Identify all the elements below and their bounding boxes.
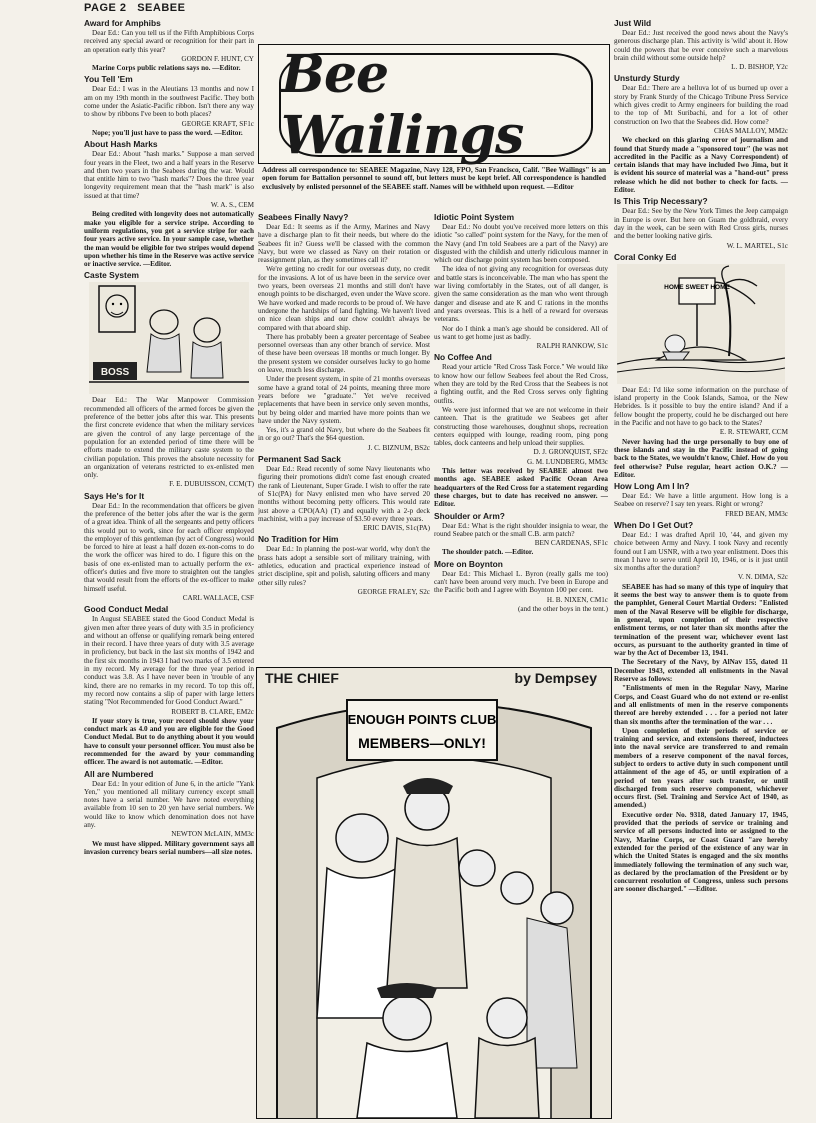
letter-signature: L. D. BISHOP, Y2c xyxy=(731,63,788,72)
letter-signature: G. M. LUNDBERG, MM3c xyxy=(526,457,608,466)
letter-body: Dear Ed.: It seems as if the Army, Marines and Navy have a discharge plan to fit their needs, but where do the Seabees fit in? Guess we'll be classed with the common Navy, but were we classed as Navy on their rotation or reassignment plan, as they sometimes call it? xyxy=(258,223,430,265)
editor-reply: Upon completion of their periods of service or training and service, and extensions thereof, inductees into the naval service are transferred to and remain members of a reserve component of the naval forces, subject to orders to active duty in such component until attainment of the age of 45, or until expiration of a period of ten years after such transfer, or until discharged from such reserve component, whichever occurs first. (Sel. Training and Service Act of 1940, as amended.) xyxy=(614,726,788,810)
editor-reply: Nope; you'll just have to pass the word. —Editor. xyxy=(92,128,243,137)
editor-reply: This letter was received by SEABEE almost two months ago. SEABEE asked Pacific Ocean Area headquarters of the Red Cross for a statement regarding these charges, but to date has received no answer. —Editor. xyxy=(434,467,608,509)
column-4 xyxy=(614,16,788,1121)
headline: Is This Trip Necessary? xyxy=(614,196,708,207)
letter-body: Dear Ed.: No doubt you've received more letters on this idiotic "so called" point system for the Navy, for the men of the Navy (and I'm told Seabees are a part of the Navy) are disgusted with the childish and utterly ridiculous manner in which our discharge point system has been composed. xyxy=(434,223,608,265)
headline: No Tradition for Him xyxy=(258,534,339,545)
masthead-title: Bee Wailings xyxy=(279,53,593,157)
headline: About Hash Marks xyxy=(84,139,158,150)
letter-signature: D. J. GRONQUIST, SF2c xyxy=(533,448,608,457)
headline: Caste System xyxy=(84,270,139,281)
letter-signature: GEORGE FRALEY, S2c xyxy=(357,587,430,596)
letter-signature: BEN CARDENAS, SF1c xyxy=(534,539,608,548)
letter-body: Dear Ed.: Just received the good news about the Navy's generous discharge plan. This activity is 'wild' about it. How could the powers that be ever conceive such a marvelous brain child without some outside help? xyxy=(614,29,788,62)
letter-signature: RALPH RANKOW, S1c xyxy=(536,342,608,351)
letter-signature: ROBERT B. CLARE, EM2c xyxy=(171,707,254,716)
headline: You Tell 'Em xyxy=(84,74,133,85)
letter-signature: W. L. MARTEL, S1c xyxy=(726,241,788,250)
editor-reply: SEABEE has had so many of this type of inquiry that it seems the best way to answer them is to quote from the pamphlet, General Court Martial Orders: "Enlisted men of the Naval Reserve will be eligible for discharge, in general, upon completion of their respective enlistment terms, or not later than six months after the termination of the present war, whichever event last occurs, as pursuant to the authority granted in time of war by the Act of December 13, 1941. xyxy=(614,582,788,658)
letter-body: Dear Ed.: See by the New York Times the Jeep campaign in Europe is over. But here on Guam the goldbraid, every day in the week, can be seen with Red Cross girls, nurses and the better looking native girls. xyxy=(614,207,788,241)
editor-reply: If your story is true, your record should show your conduct mark as 4.0 and you are eligible for the Good Conduct Medal. But to do anything about it you would have to consult your personnel officer. You must also be recommended for the award by your commanding officer. The award is not automatic. —Editor. xyxy=(84,716,254,767)
editor-reply: Never having had the urge personally to buy one of these islands and stay in the Pacific instead of going back to the States, we wouldn't know, Chief. How do you feel otherwise? Pulse regular, heart action O.K.? —Editor. xyxy=(614,437,788,479)
letter-body: Dear Ed.: In planning the post-war world, why don't the brass hats adopt a sensible sort of military training, with athletics, education and practical experience instead of strict discipline, spit and polish, saluting officers and many other silly rules? xyxy=(258,545,430,587)
letter-body: In August SEABEE stated the Good Conduct Medal is given men after three years of duty with 3.5 in proficiency and without an offense or qualifying remark being entered in their record. I have three years of duty with 3.5 average in proficiency, but back in the last six months of 1942 and the first six months in 1943 I had two marks of 3.5 entered in my record. My average for the three year period in conduct was 3.8. As I have never been in 'trouble of any kind, there are no remarks in my record. To top this off, my record now contains a slip of paper with large letters stating "Not Recommended for Good Conduct Award." xyxy=(84,615,254,707)
the-chief-cartoon xyxy=(256,667,612,1119)
letter-body: Dear Ed.: Can you tell us if the Fifth Amphibious Corps received any special award or recognition for their part in an operation early this year? xyxy=(84,29,254,54)
column-1 xyxy=(84,16,254,1121)
letter-body: Dear Ed.: This Michael L. Byron (really galls me too) can't have been around very much. I've been in Europe and the Pacific both and I agree with Boynton 100 per cent. xyxy=(434,569,608,595)
headline: Permanent Sad Sack xyxy=(258,454,341,465)
headline: No Coffee And xyxy=(434,352,492,363)
letter-signature: F. E. DUBUISSON, CCM(T) xyxy=(169,480,254,489)
column-2 xyxy=(258,210,430,665)
cartoon-byline: by Dempsey xyxy=(514,670,597,686)
letter-body: Dear Ed.: Read recently of some Navy lieutenants who figuring their promotions didn't come fast enough created the rank of Lieutenant, Super Grade. I wish to offer the rate of S1c(PA) for Navy enlisted men who have served 20 months without becoming petty officers. This would rate just above a CPO(AA) (T) and equally with a 2-p deck machinist, with a pay increase of $3.50 every three years. xyxy=(258,465,430,523)
letter-body: Dear Ed.: In your edition of June 6, in the article "Yank Yen," you mentioned all military currency except small notes have a serial number. We have noted everything available from 10 sen to 20 yen have serial numbers. We would like to know which denomination does not have any. xyxy=(84,779,254,830)
letter-signature: W. A. S., CEM xyxy=(210,201,254,210)
letter-body: Dear Ed.: I'd like some information on the purchase of island property in the Cook Islands, Samoa, or the New Hebrides. Is it possible to buy the entire island? And if a fellow bought the property, could he be discharged out here in the Pacific and not have to go back to the States? xyxy=(614,385,788,428)
letter-signature: NEWTON McLAIN, MM3c xyxy=(171,830,254,839)
boss-sign-text: BOSS xyxy=(100,367,130,379)
headline: Seabees Finally Navy? xyxy=(258,212,349,222)
letter-body: Dear Ed.: The War Manpower Commission recommended all officers of the armed forces be given the preference of the better jobs after this war. This presents the first concrete evidence that when the military services are given the control of any large percentage of the population for an extended period of time there will be efforts made to extend the military caste system to the civilian population. This proves the absolute necessity for an organization of veterans restricted to ex-enlisted men only. xyxy=(84,396,254,480)
headline: Just Wild xyxy=(614,18,652,28)
letter-body: Yes, it's a grand old Navy, but where do the Seabees fit in or go out? That's the $64 question. xyxy=(258,426,430,443)
editor-reply: Being credited with longevity does not automatically make you eligible for a service stripe. According to uniform regulations, you get a service stripe for each four years active service. In your sample case, whether the man would be eligible for two stripes would depend upon whether his time in the Reserve was active service or inactive service. —Editor. xyxy=(84,210,254,269)
sign-line-1: ENOUGH POINTS CLUB xyxy=(347,712,497,727)
headline: All are Numbered xyxy=(84,768,154,779)
island-cartoon-illustration xyxy=(617,264,785,384)
headline: Unsturdy Sturdy xyxy=(614,73,680,84)
letter-body: Dear Ed.: What is the right shoulder insignia to wear, the round Seabee patch or the small C.B. arm patch? xyxy=(434,521,608,538)
headline: More on Boynton xyxy=(434,558,503,569)
cartoon-title: THE CHIEF xyxy=(265,670,339,686)
letter-body: Nor do I think a man's age should be considered. All of us want to get home just as badly. xyxy=(434,324,608,341)
headline: Idiotic Point System xyxy=(434,212,515,222)
headline: Shoulder or Arm? xyxy=(434,510,505,521)
letter-signature: ERIC DAVIS, S1c(PA) xyxy=(363,524,430,533)
headline: When Do I Get Out? xyxy=(614,519,694,530)
masthead xyxy=(258,44,610,164)
letter-signature: J. C. BIZNUM, BS2c xyxy=(367,443,430,452)
headline: Award for Amphibs xyxy=(84,18,161,28)
letter-body: Dear Ed.: In the recommendation that officers be given the preference of the better jobs after the war is the germ of a great idea. Think of all the sergeants and petty officers this would put to work, since for each officer employed the employer of this gentleman (by act of Congress) would be forced to hire at least a half dozen ex-non-coms to do the work the officer was hired to do. I figure this on the basis of one ex-enlisted man to actually perform the ex-officer's duties and five more to straighten out the tangles that would result from the efforts of the ex-officer to make himself useful. xyxy=(84,501,254,593)
sign-line-2: MEMBERS—ONLY! xyxy=(358,735,486,751)
letter-body: Dear Ed.: I was in the Aleutians 13 months and now I am on my 19th month in the southwest Pacific. They both come under the Asiatic-Pacific ribbon. Isn't there any way to show by ribbons I've been to both places? xyxy=(84,85,254,119)
editor-reply: We must have slipped. Military government says all invasion currency bears serial numbers—all size notes. xyxy=(84,839,254,856)
headline: Good Conduct Medal xyxy=(84,604,169,615)
letter-body: We were just informed that we are not welcome in their canteen. That is the gratitude we Seabees get after constructing those warehouses, doughnut shops, recreation centers equipped with lounge, reading room, ping pong tables, dock canteens and help unload their supplies. xyxy=(434,405,608,448)
editor-reply: The shoulder patch. —Editor. xyxy=(442,548,534,557)
letter-signature: GEORGE KRAFT, SF1c xyxy=(181,119,254,128)
letter-signature: E. R. STEWART, CCM xyxy=(719,428,788,437)
masthead-address: Address all correspondence to: SEABEE Magazine, Navy 128, FPO, San Francisco, Calif. "Bee Wailings" is an open forum for Battalion personnel to sound off, but letters must be kept brief. All correspondence is handled exclusively by enlisted personnel of the SEABEE staff. Names will be withheld upon request. —Editor xyxy=(262,166,606,191)
column-3 xyxy=(434,210,608,665)
letter-body: Read your article "Red Cross Task Force." We would like to know how our fellow Seabees feel about the Red Cross, when they are told by the Red Cross that the Seabees is not a fighting outfit, and the Red Cross serves only fighting outfits. xyxy=(434,363,608,405)
editor-reply: The Secretary of the Navy, by AlNav 155, dated 11 December 1943, extended all enlistments in the Naval Reserve as follows: xyxy=(614,658,788,684)
letter-signature: H. B. NIXEN, CM1c xyxy=(546,595,608,604)
page-number: PAGE 2 xyxy=(84,2,127,14)
letter-body: Dear Ed.: There are a helluva lot of us burned up over a story by Frank Sturdy of the Chicago Tribune Press Service which gives credit to Army engineers for building the road to the top of Mt Suribachi, and for a lot of other construction on Iwo that the Seabees did. How come? xyxy=(614,84,788,126)
editor-reply: Executive order No. 9318, dated January 17, 1945, provided that the periods of service or training and service of all persons inducted into or assigned to the Navy, Marine Corps, or Coast Guard "are hereby extended for the period of the existence of any war in which the United States is engaged and the six months immediately following the termination of any such war, as declared by the proclamation of the President or by concurrent resolution of Congress, unless such persons are sooner discharged." —Editor. xyxy=(614,810,788,894)
letter-body: Dear Ed.: We have a little argument. How long is a Seabee on reserve? I say ten years. Right or wrong? xyxy=(614,492,788,509)
headline: Says He's for It xyxy=(84,490,145,501)
letter-signature: (and the other boys in the tent.) xyxy=(517,604,608,613)
editor-reply: We checked on this glaring error of journalism and found that Sturdy made a "sponsored tour" (he was not accredited in the Pacific as a Navy Correspondent) of certain islands that may have included Iwo Jima, but it is evident his source of material was a "hand-out" press release which he did not bother to check for facts. —Editor. xyxy=(614,136,788,195)
letter-body: We're getting no credit for our overseas duty, no credit for the invasions. A lot of us have been in the service over two years, been overseas 21 months and still don't have enough points to be discharged, even under the Wave score. We have worked and made records to be proud of. We have undergone the hardships of land fighting. We haven't lived on nice clean ships and our chow couldn't always be compared with that aboard ship. xyxy=(258,265,430,332)
letter-body: Dear Ed.: About "hash marks." Suppose a man served four years in the Fleet, two and a half years in the Reserve and then two years in the Seabees during the war. Would that entitle him to two "hash marks"? Does the three year longevity requirement mean that the "hash mark" is also issued at that time? xyxy=(84,150,254,200)
letter-body: Under the present system, in spite of 21 months overseas some have a grand total of 24 points, meaning three more years before we "graduate." Yet we've received replacements that have been in service only seven months, but by being older and married have more points than we have under the Navy system. xyxy=(258,375,430,425)
cartoon-drawing xyxy=(257,688,611,1118)
home-sweet-home-sign: HOME SWEET HOME xyxy=(664,283,730,291)
letter-body: The idea of not giving any recognition for overseas duty and battle stars is inconceivable. The man who has spent the war living comfortably in the States, out of all danger, is given the same consideration as the man who went through danger and disease and ate K and C rations in the months and years overseas. This is a hell of a reward for overseas veterans. xyxy=(434,265,608,324)
editor-reply: "Enlistments of men in the Regular Navy, Marine Corps, and Coast Guard who do not extend or re-enlist and all enlistments of men in the reserve components thereof are hereby extended . . . for a period not later than six months after the termination of the war . . . xyxy=(614,684,788,726)
letter-body: Dear Ed.: I was drafted April 10, '44, and given my choice between Army and Navy. I took Navy and recently found out I am USNR, with a two year enlistment. Does this mean I have to serve until April 10, 1946, or is it just until six months after the duration? xyxy=(614,530,788,573)
letter-body: There has probably been a greater percentage of Seabee personnel overseas than any other branch of service. Most of these have been overseas 18 months or much longer. By the present system we consider ourselves lucky to go home on leave, much less discharge. xyxy=(258,332,430,375)
letter-signature: GORDON F. HUNT, CY xyxy=(181,54,254,63)
letter-signature: FRED BEAN, MM3c xyxy=(725,509,788,518)
letter-signature: CARL WALLACE, CSF xyxy=(182,593,254,602)
letter-signature: CHAS MALLOY, MM2c xyxy=(714,126,788,135)
headline: How Long Am I In? xyxy=(614,481,690,492)
editor-reply: Marine Corps public relations says no. —Editor. xyxy=(92,64,241,73)
headline: Coral Conky Ed xyxy=(614,251,677,262)
boss-cartoon-illustration xyxy=(89,282,249,394)
publication-title: SEABEE xyxy=(137,2,186,14)
letter-signature: V. N. DIMA, S2c xyxy=(737,573,788,582)
page-header xyxy=(84,2,185,14)
